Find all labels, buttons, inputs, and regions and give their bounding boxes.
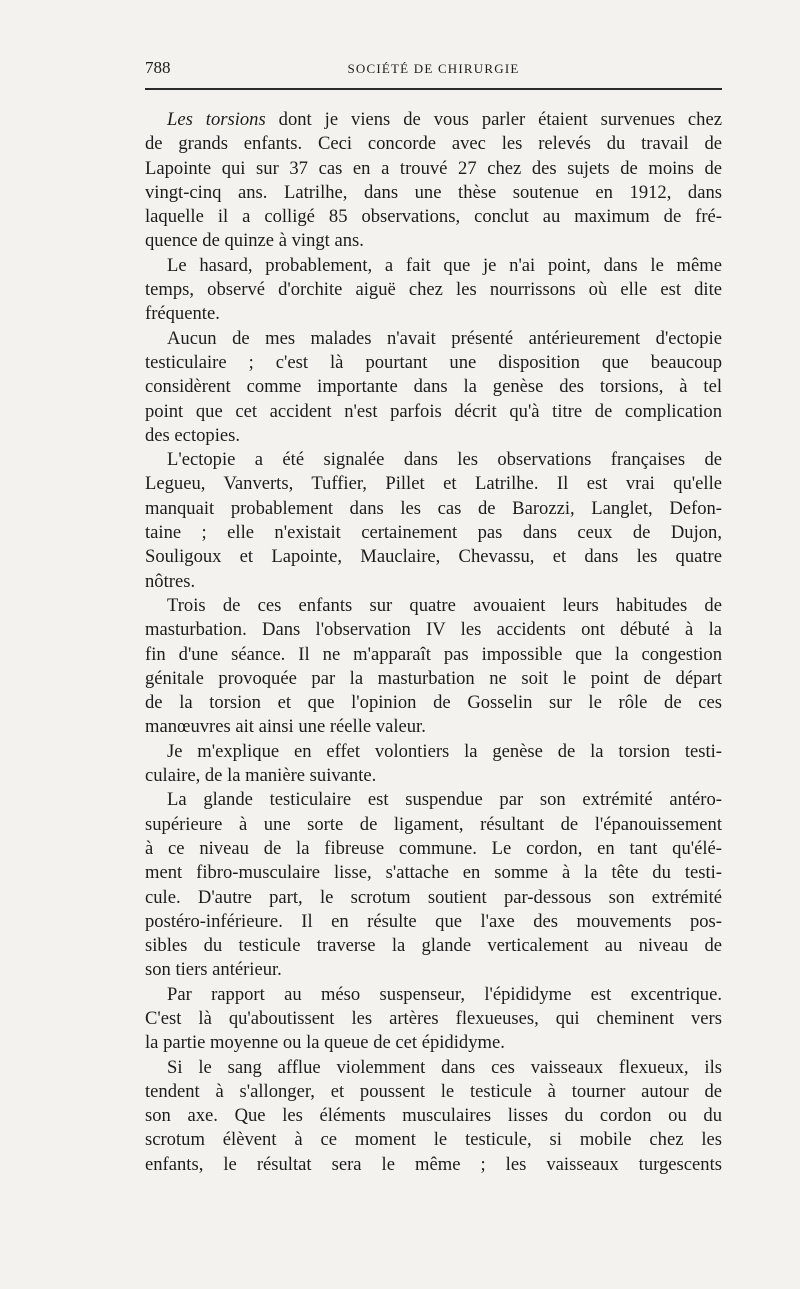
text-line: de grands enfants. Ceci concorde avec les relevés du travail de xyxy=(145,133,722,155)
paragraph xyxy=(145,740,722,789)
paragraph xyxy=(145,983,722,1056)
text-line: génitale provoquée par la masturbation ne soit le point de départ xyxy=(145,667,722,689)
text-line: supérieure à une sorte de ligament, résultant de l'épanouissement xyxy=(145,813,722,835)
text-line: point que cet accident n'est parfois décrit qu'à titre de complication xyxy=(145,400,722,422)
text-line: Le hasard, probablement, a fait que je n'ai point, dans le même xyxy=(167,254,722,276)
text-line: de la torsion et que l'opinion de Gosselin sur le rôle de ces xyxy=(145,692,722,714)
text-line: postéro-inférieure. Il en résulte que l'axe des mouvements pos- xyxy=(145,910,722,932)
text-line: Souligoux et Lapointe, Mauclaire, Chevassu, et dans les quatre xyxy=(145,546,722,568)
text-line: culaire, de la manière suivante. xyxy=(145,765,377,787)
text-line: sibles du testicule traverse la glande verticalement au niveau de xyxy=(145,935,722,957)
text-line: Legueu, Vanverts, Tuffier, Pillet et Latrilhe. Il est vrai qu'elle xyxy=(145,473,722,495)
text-line: testiculaire ; c'est là pourtant une disposition que beaucoup xyxy=(145,351,722,373)
paragraph xyxy=(145,788,722,982)
paragraph xyxy=(145,108,722,254)
text-line: manquait probablement dans les cas de Barozzi, Langlet, Defon- xyxy=(145,497,722,519)
text-line: La glande testiculaire est suspendue par son extrémité antéro- xyxy=(167,789,722,811)
text-line: nôtres. xyxy=(145,570,196,592)
text-line: Je m'explique en effet volontiers la genèse de la torsion testi- xyxy=(167,740,722,762)
text-line: L'ectopie a été signalée dans les observations françaises de xyxy=(167,449,722,471)
paragraph xyxy=(145,594,722,740)
italic-lead: Les torsions xyxy=(167,109,266,130)
paragraph xyxy=(145,254,722,327)
text-line: Trois de ces enfants sur quatre avouaient leurs habitudes de xyxy=(167,594,722,616)
text-line: fréquente. xyxy=(145,303,220,325)
text-line: Les torsions dont je viens de vous parler étaient survenues chez xyxy=(167,109,722,130)
text-line: Par rapport au méso suspenseur, l'épididyme est excentrique. xyxy=(167,983,722,1005)
text-line: vingt-cinq ans. Latrilhe, dans une thèse soutenue en 1912, dans xyxy=(145,181,722,203)
text-line: Si le sang afflue violemment dans ces vaisseaux flexueux, ils xyxy=(167,1056,722,1078)
text-line: la partie moyenne ou la queue de cet épididyme. xyxy=(145,1032,505,1054)
paragraph xyxy=(145,448,722,594)
text-line: Lapointe qui sur 37 cas en a trouvé 27 chez des sujets de moins de xyxy=(145,157,722,179)
text-line: fin d'une séance. Il ne m'apparaît pas impossible que la congestion xyxy=(145,643,722,665)
page-header xyxy=(145,52,722,90)
text-line: taine ; elle n'existait certainement pas dans ceux de Dujon, xyxy=(145,522,722,544)
text-line: son tiers antérieur. xyxy=(145,959,282,981)
text-line: C'est là qu'aboutissent les artères flexueuses, qui cheminent vers xyxy=(145,1007,722,1029)
text-line: quence de quinze à vingt ans. xyxy=(145,230,364,252)
text-line: enfants, le résultat sera le même ; les vaisseaux turgescents xyxy=(145,1153,722,1175)
text-line: tendent à s'allonger, et poussent le testicule à tourner autour de xyxy=(145,1080,722,1102)
text-line: ment fibro-musculaire lisse, s'attache en somme à la tête du testi- xyxy=(145,862,722,884)
paragraph xyxy=(145,327,722,448)
text-line: scrotum élèvent à ce moment le testicule, si mobile chez les xyxy=(145,1129,722,1151)
text-line: masturbation. Dans l'observation IV les accidents ont débuté à la xyxy=(145,619,722,641)
text-line: considèrent comme importante dans la genèse des torsions, à tel xyxy=(145,376,722,398)
paragraph xyxy=(145,1056,722,1177)
page-number: 788 xyxy=(145,58,171,77)
text-line: Aucun de mes malades n'avait présenté antérieurement d'ectopie xyxy=(167,327,722,349)
text-line: laquelle il a colligé 85 observations, conclut au maximum de fré- xyxy=(145,206,722,228)
text-line: son axe. Que les éléments musculaires lisses du cordon ou du xyxy=(145,1105,722,1127)
text-line: manœuvres ait ainsi une réelle valeur. xyxy=(145,716,426,738)
running-title: SOCIÉTÉ DE CHIRURGIE xyxy=(347,61,520,76)
body-text xyxy=(145,108,722,1177)
text-line: cule. D'autre part, le scrotum soutient par-dessous son extrémité xyxy=(145,886,722,908)
text-line: temps, observé d'orchite aiguë chez les nourrissons où elle est dite xyxy=(145,279,722,301)
text-line: à ce niveau de la fibreuse commune. Le cordon, en tant qu'élé- xyxy=(145,837,722,859)
text-line: des ectopies. xyxy=(145,424,241,446)
